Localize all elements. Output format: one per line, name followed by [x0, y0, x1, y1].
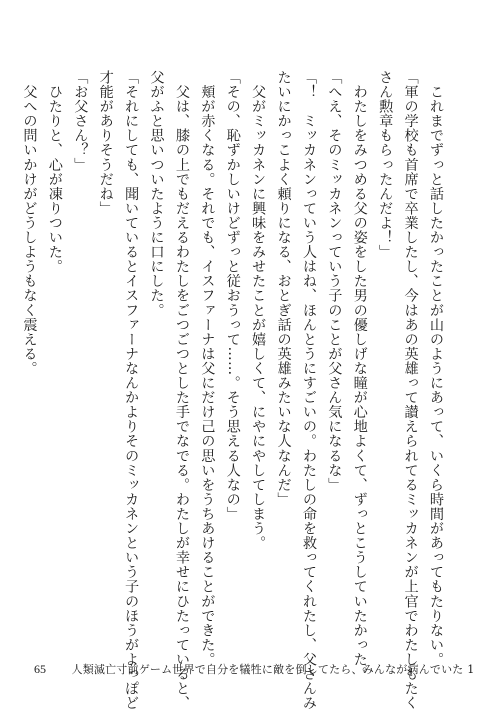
text-line: 「それにしても、聞いているとイスファーナなんかよりそのミッカネンという子のほうがよっぽど	[123, 70, 140, 711]
text-line: これまでずっと話したかったことが山のようにあって、いくら時間があってもたりない。	[428, 70, 444, 667]
text-line: 父は、膝の上でもだえるわたしをごつごつとした手でなでる。わたしが幸せにひたっていると、	[173, 70, 190, 711]
text-line: 父がミッカネンに興味をみせたことが嬉しくて、にやにやしてしまう。	[250, 70, 267, 551]
text-line: ひたりと、心が凍りついた。	[46, 70, 63, 274]
text-line: たいにかっこよく頼りになる、おとぎ話の英雄みたいな人なんだ」	[275, 70, 292, 507]
text-line: 「へえ、そのミッカネンっていう子のことが父さん気になるな」	[326, 70, 343, 492]
text-line: 「お父さん？」	[72, 70, 89, 172]
text-line: 頬が赤くなる。それでも、イスファーナは父にだけ己の思いをうちあけることができた。	[199, 70, 216, 667]
text-line: 「その、恥ずかしいけどずっと従おうって……。そう思える人なの」	[224, 70, 241, 522]
running-title: 人類滅亡寸前ゲーム世界で自分を犠牲に敵を倒してたら、みんなが病んでいた 1	[71, 663, 475, 676]
text-line: 父への問いかけがどうしようもなく震える。	[21, 70, 38, 376]
text-line: 「！ ミッカネンっていう人はね、ほんとうにすごいの。わたしの命を救ってくれたし、父さんみ	[300, 70, 317, 711]
page-footer	[34, 660, 474, 678]
text-line: 父がふと思いついたように口にした。	[148, 70, 165, 318]
text-line: さん勲章もらったんだよ！」	[377, 70, 394, 260]
page-number: 65	[34, 662, 46, 676]
text-line: わたしをみつめる父の姿をした男の優しげな瞳が心地よくて、ずっとこうしていたかった。	[351, 70, 368, 682]
text-line: 「軍の学校も首席で卒業したし、今はあの英雄って讃えられてるミッカネンが上官でわたしもたく	[402, 70, 419, 711]
text-line: 才能がありそうだね」	[97, 70, 114, 216]
